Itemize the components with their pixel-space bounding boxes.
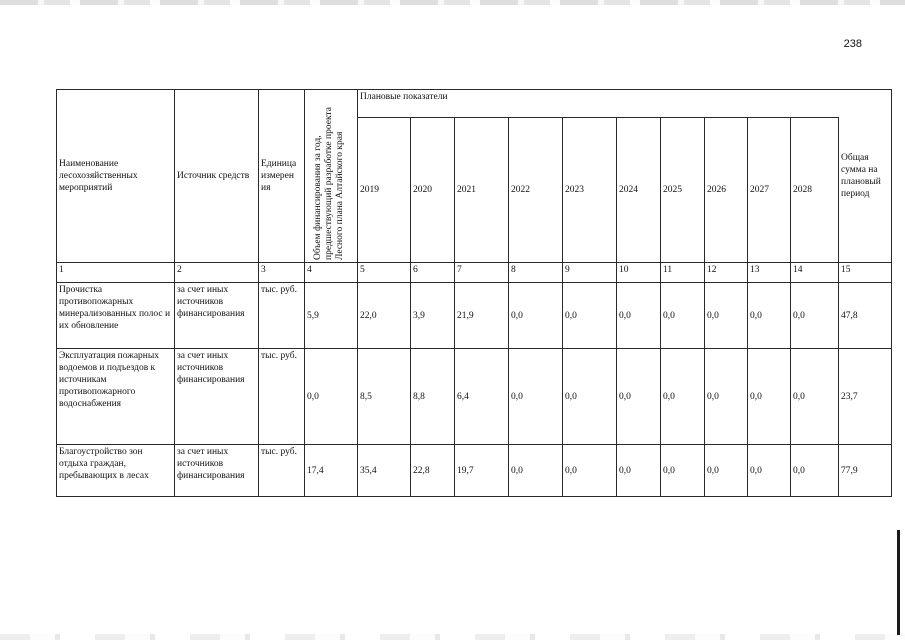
year-value-cell: 0,0 xyxy=(748,445,791,497)
header-total: Общая сумма на плановый период xyxy=(839,90,892,263)
column-number-2: 2 xyxy=(175,263,259,283)
header-row-1 xyxy=(57,90,892,118)
year-value-cell: 8,8 xyxy=(411,349,455,445)
header-prior-financing-text: Объем финансирования за год, предшествующий разработке проекта Лесного плана Алтайского края xyxy=(313,107,345,260)
unit-cell: тыс. руб. xyxy=(259,283,305,349)
year-value-cell: 0,0 xyxy=(705,349,748,445)
page-number: 238 xyxy=(843,38,862,50)
column-number-14: 14 xyxy=(791,263,839,283)
year-value-cell: 8,5 xyxy=(358,349,411,445)
total-cell: 77,9 xyxy=(839,445,892,497)
header-source: Источник средств xyxy=(175,90,259,263)
column-number-11: 11 xyxy=(661,263,705,283)
header-activity: Наименование лесохозяйственных мероприятий xyxy=(57,90,175,263)
year-value-cell: 0,0 xyxy=(617,349,661,445)
source-cell: за счет иных источников финансирования xyxy=(175,283,259,349)
unit-cell: тыс. руб. xyxy=(259,445,305,497)
activity-cell: Благоустройство зон отдыха граждан, пребывающих в лесах xyxy=(57,445,175,497)
header-prior-financing-wrap xyxy=(305,90,357,262)
prior-financing-cell: 17,4 xyxy=(305,445,358,497)
header-unit: Единица измерен ия xyxy=(259,90,305,263)
activity-cell: Эксплуатация пожарных водоемов и подъездов к источникам противопожарного водоснабжения xyxy=(57,349,175,445)
column-number-1: 1 xyxy=(57,263,175,283)
year-value-cell: 22,8 xyxy=(411,445,455,497)
source-cell: за счет иных источников финансирования xyxy=(175,445,259,497)
year-value-cell: 0,0 xyxy=(661,445,705,497)
year-value-cell: 0,0 xyxy=(748,349,791,445)
column-number-8: 8 xyxy=(509,263,563,283)
year-value-cell: 0,0 xyxy=(509,283,563,349)
column-number-10: 10 xyxy=(617,263,661,283)
year-value-cell: 0,0 xyxy=(791,283,839,349)
unit-cell: тыс. руб. xyxy=(259,349,305,445)
year-value-cell: 0,0 xyxy=(791,445,839,497)
header-year-2028: 2028 xyxy=(791,118,839,263)
year-value-cell: 0,0 xyxy=(705,283,748,349)
year-value-cell: 0,0 xyxy=(705,445,748,497)
header-year-2026: 2026 xyxy=(705,118,748,263)
scan-edge-bottom xyxy=(0,634,905,640)
column-number-7: 7 xyxy=(455,263,509,283)
header-year-2020: 2020 xyxy=(411,118,455,263)
table-row xyxy=(57,349,892,445)
table-row xyxy=(57,283,892,349)
year-value-cell: 0,0 xyxy=(661,349,705,445)
total-cell: 47,8 xyxy=(839,283,892,349)
year-value-cell: 3,9 xyxy=(411,283,455,349)
scan-edge-right xyxy=(897,530,900,635)
column-number-13: 13 xyxy=(748,263,791,283)
table-row xyxy=(57,445,892,497)
header-year-2021: 2021 xyxy=(455,118,509,263)
year-value-cell: 0,0 xyxy=(748,283,791,349)
year-value-cell: 0,0 xyxy=(563,445,617,497)
header-year-2027: 2027 xyxy=(748,118,791,263)
scan-edge-top xyxy=(0,0,905,5)
header-planned: Плановые показатели xyxy=(358,90,839,118)
header-prior-financing xyxy=(305,90,358,263)
year-value-cell: 0,0 xyxy=(617,283,661,349)
column-number-15: 15 xyxy=(839,263,892,283)
column-number-3: 3 xyxy=(259,263,305,283)
year-value-cell: 6,4 xyxy=(455,349,509,445)
year-value-cell: 0,0 xyxy=(563,283,617,349)
column-numbers-row xyxy=(57,263,892,283)
column-number-6: 6 xyxy=(411,263,455,283)
column-number-4: 4 xyxy=(305,263,358,283)
prior-financing-cell: 0,0 xyxy=(305,349,358,445)
column-number-9: 9 xyxy=(563,263,617,283)
year-value-cell: 35,4 xyxy=(358,445,411,497)
year-value-cell: 0,0 xyxy=(791,349,839,445)
year-value-cell: 19,7 xyxy=(455,445,509,497)
activity-cell: Прочистка противопожарных минерализованных полос и их обновление xyxy=(57,283,175,349)
header-year-2019: 2019 xyxy=(358,118,411,263)
forestry-plan-table xyxy=(56,89,892,497)
total-cell: 23,7 xyxy=(839,349,892,445)
header-year-2023: 2023 xyxy=(563,118,617,263)
column-number-12: 12 xyxy=(705,263,748,283)
year-value-cell: 21,9 xyxy=(455,283,509,349)
column-number-5: 5 xyxy=(358,263,411,283)
year-value-cell: 22,0 xyxy=(358,283,411,349)
header-year-2024: 2024 xyxy=(617,118,661,263)
prior-financing-cell: 5,9 xyxy=(305,283,358,349)
header-year-2022: 2022 xyxy=(509,118,563,263)
source-cell: за счет иных источников финансирования xyxy=(175,349,259,445)
header-year-2025: 2025 xyxy=(661,118,705,263)
year-value-cell: 0,0 xyxy=(509,349,563,445)
table-body xyxy=(57,283,892,497)
year-value-cell: 0,0 xyxy=(563,349,617,445)
year-value-cell: 0,0 xyxy=(509,445,563,497)
year-value-cell: 0,0 xyxy=(617,445,661,497)
year-value-cell: 0,0 xyxy=(661,283,705,349)
